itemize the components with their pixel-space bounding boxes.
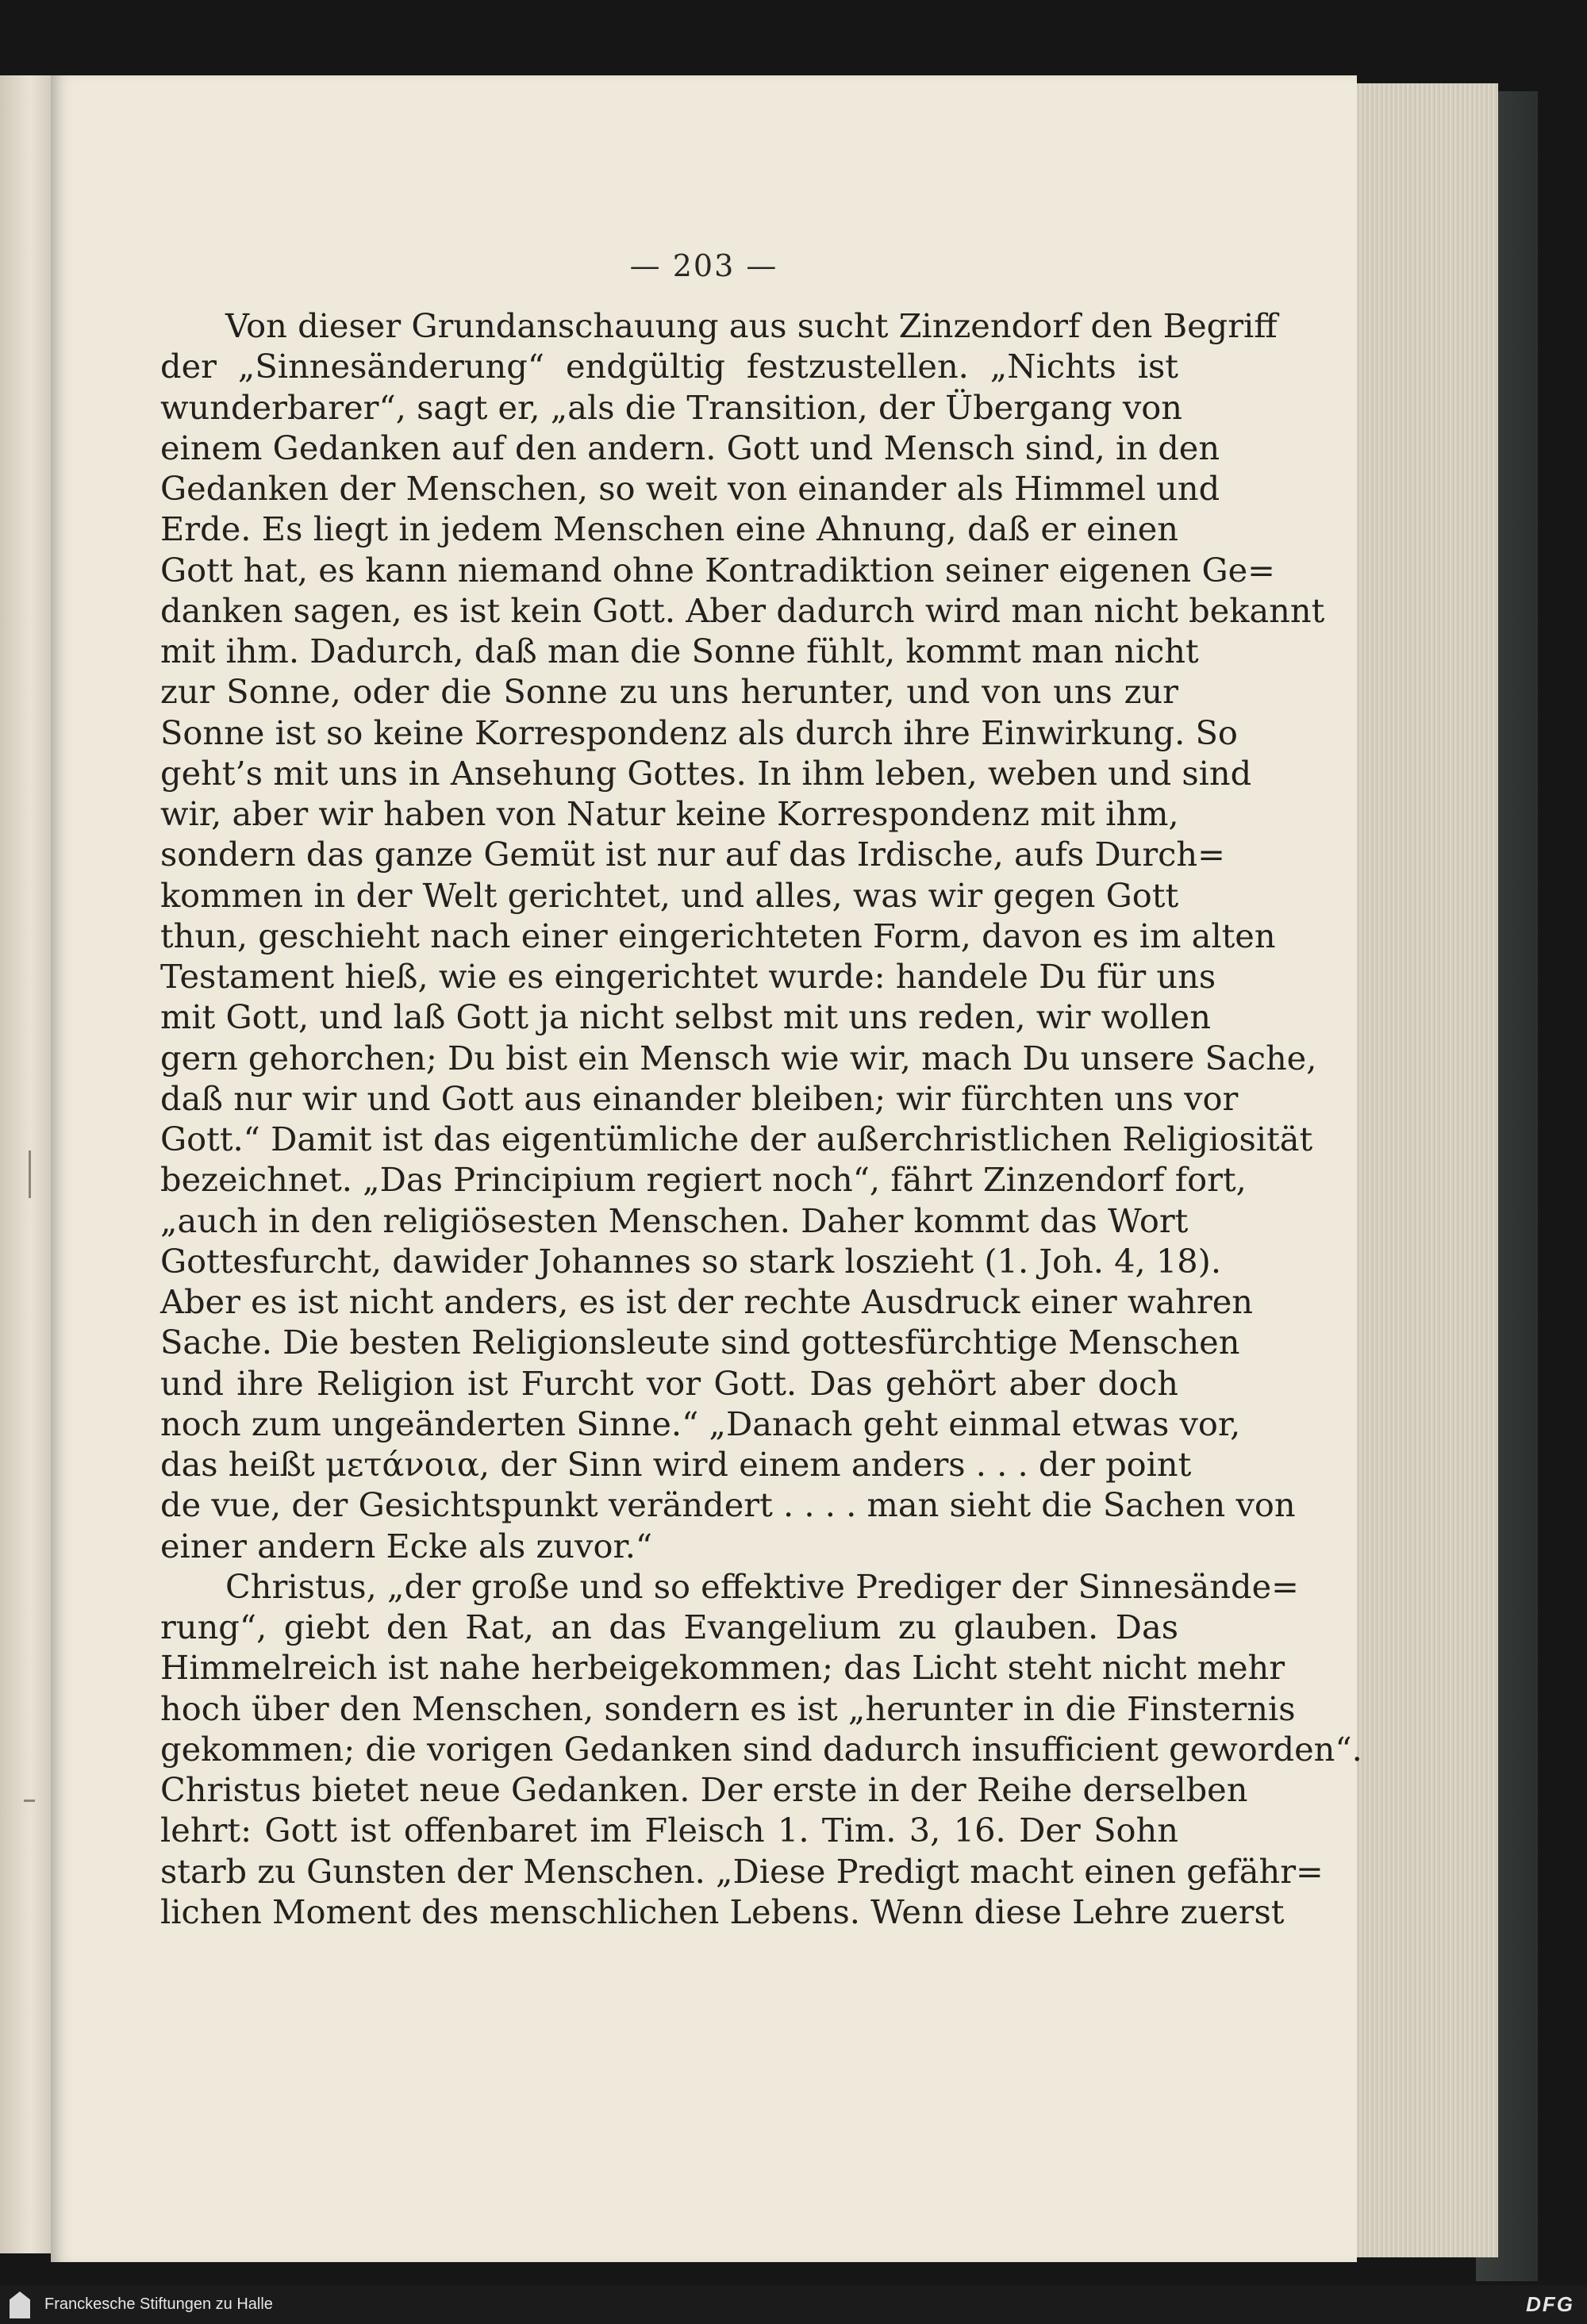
text-line: wir, aber wir haben von Natur keine Korrespondenz mit ihm, bbox=[160, 794, 1179, 833]
text-line: Sache. Die besten Religionsleute sind gottesfürchtige Menschen bbox=[160, 1323, 1240, 1362]
page-stack-edge bbox=[1347, 83, 1498, 2257]
text-line: gekommen; die vorigen Gedanken sind dadurch insufficient geworden“. bbox=[160, 1729, 1362, 1769]
text-line: Testament hieß, wie es eingerichtet wurde: handele Du für uns bbox=[160, 957, 1216, 996]
text-line: daß nur wir und Gott aus einander bleiben; wir fürchten uns vor bbox=[160, 1078, 1239, 1118]
text-line: rung“, giebt den Rat, an das Evangelium zu glauben. Das bbox=[160, 1608, 1178, 1646]
text-line: der „Sinnesänderung“ endgültig festzustellen. „Nichts ist bbox=[160, 347, 1178, 386]
text-line: Himmelreich ist nahe herbeigekommen; das Licht steht nicht mehr bbox=[160, 1648, 1285, 1688]
text-line: Gedanken der Menschen, so weit von einander als Himmel und bbox=[160, 469, 1220, 508]
text-line: Aber es ist nicht anders, es ist der rechte Ausdruck einer wahren bbox=[160, 1282, 1253, 1321]
dfg-logo[interactable]: DFG bbox=[1526, 2292, 1574, 2316]
text-line: Christus, „der große und so effektive Prediger der Sinnesände= bbox=[225, 1566, 1299, 1606]
text-line: sondern das ganze Gemüt ist nur auf das Irdische, aufs Durch= bbox=[160, 835, 1225, 874]
text-line: Gott hat, es kann niemand ohne Kontradiktion seiner eigenen Ge= bbox=[160, 550, 1275, 590]
text-line: hoch über den Menschen, sondern es ist „herunter in die Finsternis bbox=[160, 1688, 1296, 1728]
margin-mark bbox=[29, 1150, 31, 1198]
text-line: thun, geschieht nach einer eingerichteten Form, davon es im alten bbox=[160, 916, 1276, 955]
text-line: danken sagen, es ist kein Gott. Aber dadurch wird man nicht bekannt bbox=[160, 590, 1325, 630]
book-page bbox=[51, 75, 1362, 2262]
text-line: lehrt: Gott ist offenbaret im Fleisch 1. Tim. 3, 16. Der Sohn bbox=[160, 1811, 1178, 1850]
text-line: einer andern Ecke als zuvor.“ bbox=[160, 1526, 653, 1565]
text-line: Von dieser Grundanschauung aus sucht Zinzendorf den Begriff bbox=[225, 306, 1278, 345]
text-line: geht’s mit uns in Ansehung Gottes. In ihm leben, weben und sind bbox=[160, 753, 1252, 793]
text-line: „auch in den religiösesten Menschen. Daher kommt das Wort bbox=[160, 1200, 1189, 1240]
text-line: und ihre Religion ist Furcht vor Gott. Das gehört aber doch bbox=[160, 1363, 1178, 1403]
institution-logo-icon bbox=[10, 2291, 30, 2318]
text-line: Gottesfurcht, dawider Johannes so stark loszieht (1. Joh. 4, 18). bbox=[160, 1241, 1222, 1281]
body-text bbox=[160, 305, 1362, 1932]
text-line: lichen Moment des menschlichen Lebens. Wenn diese Lehre zuerst bbox=[160, 1892, 1285, 1931]
viewer-footer bbox=[0, 2285, 1587, 2324]
text-line: noch zum ungeänderten Sinne.“ „Danach geht einmal etwas vor, bbox=[160, 1404, 1241, 1443]
text-line: Sonne ist so keine Korrespondenz als durch ihre Einwirkung. So bbox=[160, 713, 1238, 752]
text-line: Christus bietet neue Gedanken. Der erste in der Reihe derselben bbox=[160, 1770, 1248, 1809]
text-line: mit ihm. Dadurch, daß man die Sonne fühlt, kommt man nicht bbox=[160, 632, 1199, 670]
text-line: starb zu Gunsten der Menschen. „Diese Predigt macht einen gefähr= bbox=[160, 1851, 1324, 1891]
institution-name[interactable]: Franckesche Stiftungen zu Halle bbox=[44, 2295, 273, 2313]
text-line: kommen in der Welt gerichtet, und alles, was wir gegen Gott bbox=[160, 875, 1179, 915]
text-line: wunderbarer“, sagt er, „als die Transition, der Übergang von bbox=[160, 387, 1183, 427]
text-line: zur Sonne, oder die Sonne zu uns herunter, und von uns zur bbox=[160, 672, 1178, 712]
text-line: Erde. Es liegt in jedem Menschen eine Ahnung, daß er einen bbox=[160, 509, 1178, 549]
text-line: de vue, der Gesichtspunkt verändert . . . . man sieht die Sachen von bbox=[160, 1485, 1296, 1525]
text-line: das heißt μετάνοια, der Sinn wird einem anders . . . der point bbox=[160, 1445, 1192, 1484]
page-number: — 203 — bbox=[629, 248, 778, 283]
left-page-edge bbox=[0, 75, 51, 2253]
text-line: bezeichnet. „Das Principium regiert noch“, fährt Zinzendorf fort, bbox=[160, 1160, 1247, 1200]
text-line: Gott.“ Damit ist das eigentümliche der außerchristlichen Religiosität bbox=[160, 1120, 1313, 1158]
text-line: einem Gedanken auf den andern. Gott und Mensch sind, in den bbox=[160, 428, 1220, 467]
text-line: gern gehorchen; Du bist ein Mensch wie wir, mach Du unsere Sache, bbox=[160, 1038, 1317, 1077]
text-line: mit Gott, und laß Gott ja nicht selbst mit uns reden, wir wollen bbox=[160, 997, 1211, 1037]
margin-mark bbox=[24, 1800, 35, 1802]
